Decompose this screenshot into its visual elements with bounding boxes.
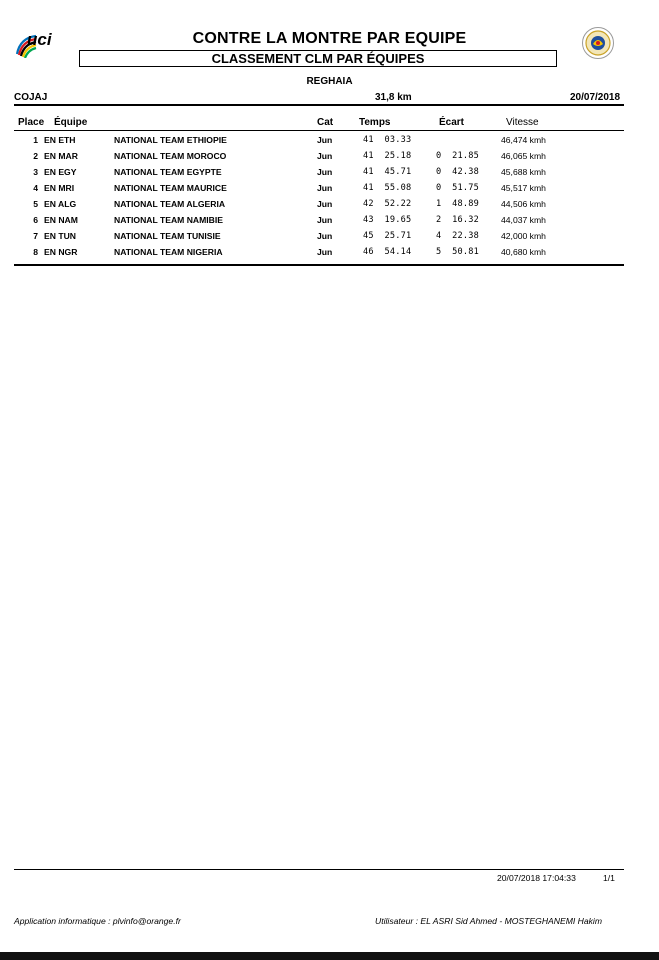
cell-team-name: NATIONAL TEAM MAURICE	[114, 183, 227, 193]
cell-time: 41 55.08	[363, 183, 412, 193]
cell-place: 1	[33, 135, 38, 145]
column-header-time: Temps	[359, 117, 391, 128]
bottom-edge-bar	[0, 952, 659, 960]
table-row	[0, 183, 659, 199]
footer-application: Application informatique : plvinfo@orange.fr	[14, 916, 181, 926]
cell-gap: 1 48.89	[436, 199, 479, 209]
table-row	[0, 151, 659, 167]
cell-gap: 4 22.38	[436, 231, 479, 241]
cell-team-code: EN ETH	[44, 135, 76, 145]
cell-speed: 40,680 kmh	[501, 247, 546, 257]
uci-logo-text: uci	[27, 30, 52, 49]
column-header-cat: Cat	[317, 117, 334, 128]
cell-place: 5	[33, 199, 38, 209]
table-row	[0, 215, 659, 231]
table-row	[0, 199, 659, 215]
cell-gap: 2 16.32	[436, 215, 479, 225]
column-header-speed: Vitesse	[506, 117, 539, 128]
footer-page-number: 1/1	[603, 873, 615, 883]
footer-user: Utilisateur : EL ASRI Sid Ahmed - MOSTEGHANEMI Hakim	[375, 916, 602, 926]
cell-speed: 45,517 kmh	[501, 183, 546, 193]
column-header-gap: Écart	[439, 117, 465, 128]
cell-place: 3	[33, 167, 38, 177]
cell-speed: 45,688 kmh	[501, 167, 546, 177]
cell-time: 41 25.18	[363, 151, 412, 161]
document-subtitle: CLASSEMENT CLM PAR ÉQUIPES	[79, 50, 557, 67]
cell-category: Jun	[317, 231, 333, 241]
cell-time: 41 45.71	[363, 167, 412, 177]
cell-category: Jun	[317, 167, 333, 177]
cell-team-code: EN ALG	[44, 199, 77, 209]
cell-gap: 0 42.38	[436, 167, 479, 177]
cell-team-name: NATIONAL TEAM MOROCO	[114, 151, 227, 161]
cell-team-name: NATIONAL TEAM ETHIOPIE	[114, 135, 227, 145]
cell-time: 41 03.33	[363, 135, 412, 145]
cell-team-code: EN NGR	[44, 247, 78, 257]
table-row	[0, 231, 659, 247]
cell-speed: 44,037 kmh	[501, 215, 546, 225]
column-header-team: Équipe	[54, 117, 88, 128]
cell-team-code: EN MAR	[44, 151, 78, 161]
cell-team-code: EN NAM	[44, 215, 78, 225]
table-row	[0, 135, 659, 151]
cell-category: Jun	[317, 135, 333, 145]
table-bottom-rule	[14, 264, 624, 266]
table-row	[0, 247, 659, 263]
cell-time: 43 19.65	[363, 215, 412, 225]
cell-category: Jun	[317, 199, 333, 209]
cell-team-code: EN TUN	[44, 231, 76, 241]
cell-team-name: NATIONAL TEAM NAMIBIE	[114, 215, 224, 225]
cell-team-name: NATIONAL TEAM NIGERIA	[114, 247, 223, 257]
cell-gap: 0 51.75	[436, 183, 479, 193]
cell-gap: 0 21.85	[436, 151, 479, 161]
cell-category: Jun	[317, 215, 333, 225]
table-row	[0, 167, 659, 183]
footer-timestamp: 20/07/2018 17:04:33	[497, 873, 576, 883]
category-code: COJAJ	[14, 92, 48, 103]
cell-place: 2	[33, 151, 38, 161]
cell-speed: 46,474 kmh	[501, 135, 546, 145]
cell-team-code: EN MRI	[44, 183, 75, 193]
document-title: CONTRE LA MONTRE PAR EQUIPE	[192, 30, 467, 47]
cell-time: 46 54.14	[363, 247, 412, 257]
cell-team-name: NATIONAL TEAM EGYPTE	[114, 167, 222, 177]
cell-place: 4	[33, 183, 38, 193]
cell-time: 45 25.71	[363, 231, 412, 241]
cell-speed: 44,506 kmh	[501, 199, 546, 209]
cell-gap: 5 50.81	[436, 247, 479, 257]
race-distance: 31,8 km	[375, 92, 412, 103]
cell-place: 7	[33, 231, 38, 241]
cell-time: 42 52.22	[363, 199, 412, 209]
cell-place: 8	[33, 247, 38, 257]
column-header-rule	[14, 130, 624, 131]
cell-team-code: EN EGY	[44, 167, 77, 177]
race-date: 20/07/2018	[570, 92, 621, 103]
column-header-place: Place	[18, 117, 45, 128]
cell-place: 6	[33, 215, 38, 225]
footer-rule	[14, 869, 624, 870]
cell-team-name: NATIONAL TEAM ALGERIA	[114, 199, 226, 209]
cell-team-name: NATIONAL TEAM TUNISIE	[114, 231, 221, 241]
cell-category: Jun	[317, 183, 333, 193]
race-location: REGHAIA	[306, 76, 353, 87]
cell-category: Jun	[317, 151, 333, 161]
cell-speed: 46,065 kmh	[501, 151, 546, 161]
cell-category: Jun	[317, 247, 333, 257]
header-rule	[14, 104, 624, 106]
cell-speed: 42,000 kmh	[501, 231, 546, 241]
